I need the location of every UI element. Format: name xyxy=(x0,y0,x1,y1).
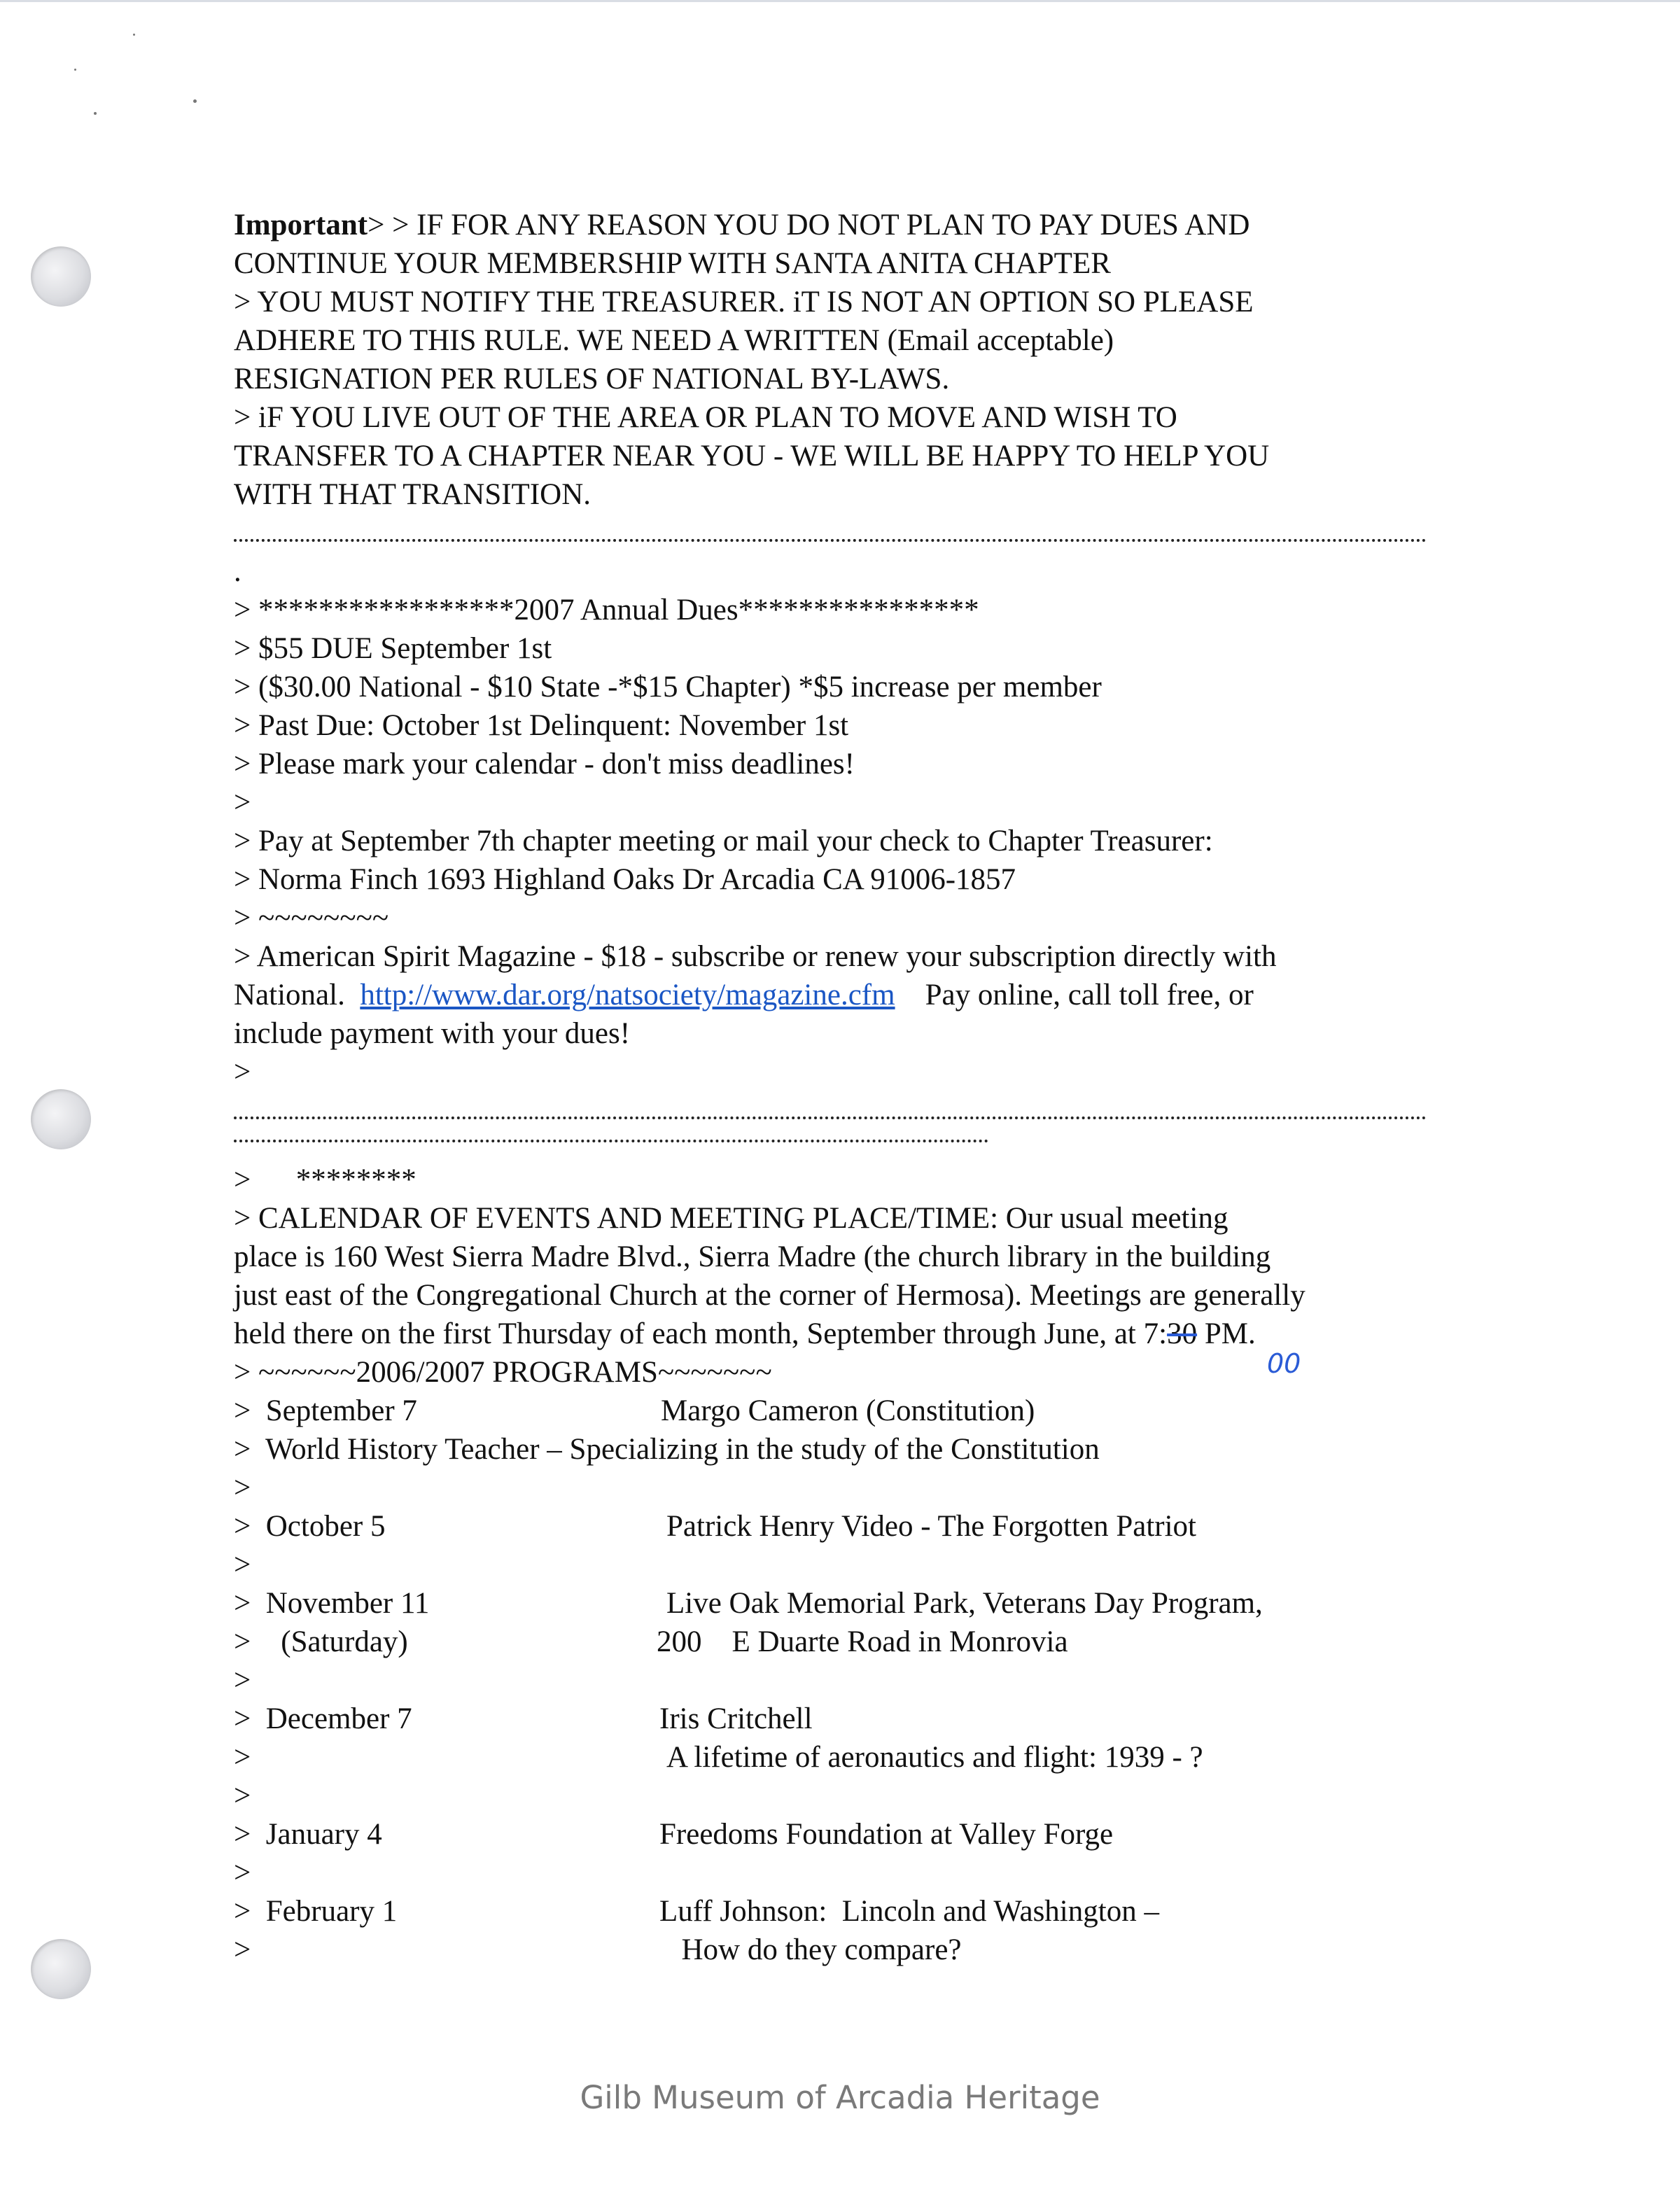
program-date: > xyxy=(234,1548,251,1581)
program-row xyxy=(234,1661,1438,1700)
letter-body xyxy=(234,206,1438,1969)
calendar-stars: > ******** xyxy=(234,1163,416,1196)
handwritten-correction: 00 xyxy=(1267,1348,1301,1379)
notice-line-2: CONTINUE YOUR MEMBERSHIP WITH SANTA ANITA CHAPTER xyxy=(234,247,1111,280)
program-date: > xyxy=(234,1933,251,1966)
dues-blank: > xyxy=(234,786,251,819)
magazine-link[interactable]: http://www.dar.org/natsociety/magazine.cfm xyxy=(360,979,895,1011)
program-description: Luff Johnson: Lincoln and Washington – xyxy=(659,1895,1159,1928)
dues-breakdown: > ($30.00 National - $10 State -*$15 Chapter) *$5 increase per member xyxy=(234,671,1102,704)
program-date: > xyxy=(234,1856,251,1889)
program-row xyxy=(234,1392,1438,1430)
program-description: Patrick Henry Video - The Forgotten Patriot xyxy=(666,1510,1196,1543)
program-row xyxy=(234,1892,1438,1931)
notice-line-5: RESIGNATION PER RULES OF NATIONAL BY-LAWS. xyxy=(234,363,950,396)
program-row xyxy=(234,1854,1438,1892)
dues-period-line: . xyxy=(234,555,241,588)
program-description: Freedoms Foundation at Valley Forge xyxy=(659,1818,1114,1851)
program-row xyxy=(234,1931,1438,1969)
programs-heading: > ~~~~~~2006/2007 PROGRAMS~~~~~~~ xyxy=(234,1356,772,1389)
important-label: Important xyxy=(234,209,368,241)
calendar-intro-2: place is 160 West Sierra Madre Blvd., Sierra Madre (the church library in the building xyxy=(234,1240,1271,1273)
dues-deadlines: > Past Due: October 1st Delinquent: November 1st xyxy=(234,709,849,742)
program-description: 200 E Duarte Road in Monrovia xyxy=(657,1625,1068,1658)
magazine-line-2: National. http://www.dar.org/natsociety/magazine.cfm Pay online, call toll free, or xyxy=(234,979,1254,1011)
punch-hole-bottom xyxy=(31,1939,91,1999)
notice-line-4: ADHERE TO THIS RULE. WE NEED A WRITTEN (Email acceptable) xyxy=(234,324,1114,357)
program-description: Iris Critchell xyxy=(659,1702,813,1735)
program-row xyxy=(234,1700,1438,1738)
notice-line-1: Important> > IF FOR ANY REASON YOU DO NOT PLAN TO PAY DUES AND xyxy=(234,209,1250,241)
program-row xyxy=(234,1546,1438,1584)
program-row xyxy=(234,1469,1438,1507)
program-date: > October 5 xyxy=(234,1510,386,1543)
dotted-divider-long xyxy=(234,1091,1438,1130)
program-row xyxy=(234,1738,1438,1777)
scan-speck xyxy=(94,112,97,115)
program-list xyxy=(234,1392,1438,1969)
dues-reminder: > Please mark your calendar - don't miss deadlines! xyxy=(234,748,855,780)
program-date: > (Saturday) xyxy=(234,1625,408,1658)
scan-speck xyxy=(133,34,135,36)
program-date: > January 4 xyxy=(234,1818,382,1851)
magazine-line-3: include payment with your dues! xyxy=(234,1017,631,1050)
dues-amount: > $55 DUE September 1st xyxy=(234,632,552,665)
dotted-divider-short xyxy=(234,1130,1438,1161)
program-date: > World History Teacher – Specializing in the study of the Constitution xyxy=(234,1433,1100,1466)
program-description: Live Oak Memorial Park, Veterans Day Program, xyxy=(666,1587,1263,1620)
program-date: > December 7 xyxy=(234,1702,412,1735)
museum-watermark: Gilb Museum of Arcadia Heritage xyxy=(580,2079,1100,2116)
program-date: > February 1 xyxy=(234,1895,398,1928)
program-row xyxy=(234,1777,1438,1815)
notice-line-7: TRANSFER TO A CHAPTER NEAR YOU - WE WILL BE HAPPY TO HELP YOU xyxy=(234,440,1270,472)
magazine-end: > xyxy=(234,1056,251,1088)
program-date: > xyxy=(234,1664,251,1697)
program-date: > xyxy=(234,1741,251,1774)
punch-hole-top xyxy=(31,246,91,307)
notice-line-8: WITH THAT TRANSITION. xyxy=(234,478,591,511)
treasurer-address: > Norma Finch 1693 Highland Oaks Dr Arcadia CA 91006-1857 xyxy=(234,863,1016,896)
magazine-line-1: > American Spirit Magazine - $18 - subscribe or renew your subscription directly with xyxy=(234,940,1277,973)
dotted-divider xyxy=(234,514,1438,552)
notice-line-6: > iF YOU LIVE OUT OF THE AREA OR PLAN TO MOVE AND WISH TO xyxy=(234,401,1177,434)
dues-heading: > *****************2007 Annual Dues**************** xyxy=(234,594,979,626)
program-date: > xyxy=(234,1471,251,1504)
calendar-intro-4: held there on the first Thursday of each month, September through June, at 7:30 PM. xyxy=(234,1317,1256,1350)
notice-line-3: > YOU MUST NOTIFY THE TREASURER. iT IS NOT AN OPTION SO PLEASE xyxy=(234,286,1254,318)
scan-speck xyxy=(193,99,197,103)
scan-speck xyxy=(74,69,76,71)
scan-top-edge xyxy=(0,0,1680,2)
program-row xyxy=(234,1507,1438,1546)
program-description: How do they compare? xyxy=(666,1933,962,1966)
tilde-line: > ~~~~~~~~ xyxy=(234,902,389,934)
struck-time: 30 xyxy=(1167,1317,1198,1350)
program-description: A lifetime of aeronautics and flight: 1939 - ? xyxy=(666,1741,1203,1774)
program-row xyxy=(234,1623,1438,1661)
program-date: > xyxy=(234,1779,251,1812)
dues-pay-at: > Pay at September 7th chapter meeting or mail your check to Chapter Treasurer: xyxy=(234,825,1213,858)
calendar-intro-1: > CALENDAR OF EVENTS AND MEETING PLACE/TIME: Our usual meeting xyxy=(234,1202,1228,1235)
punch-hole-middle xyxy=(31,1089,91,1149)
program-row xyxy=(234,1815,1438,1854)
calendar-intro-3: just east of the Congregational Church at the corner of Hermosa). Meetings are generally xyxy=(234,1279,1306,1312)
program-row xyxy=(234,1584,1438,1623)
program-description: Margo Cameron (Constitution) xyxy=(661,1394,1035,1427)
program-date: > September 7 xyxy=(234,1394,417,1427)
program-date: > November 11 xyxy=(234,1587,430,1620)
program-row xyxy=(234,1430,1438,1469)
